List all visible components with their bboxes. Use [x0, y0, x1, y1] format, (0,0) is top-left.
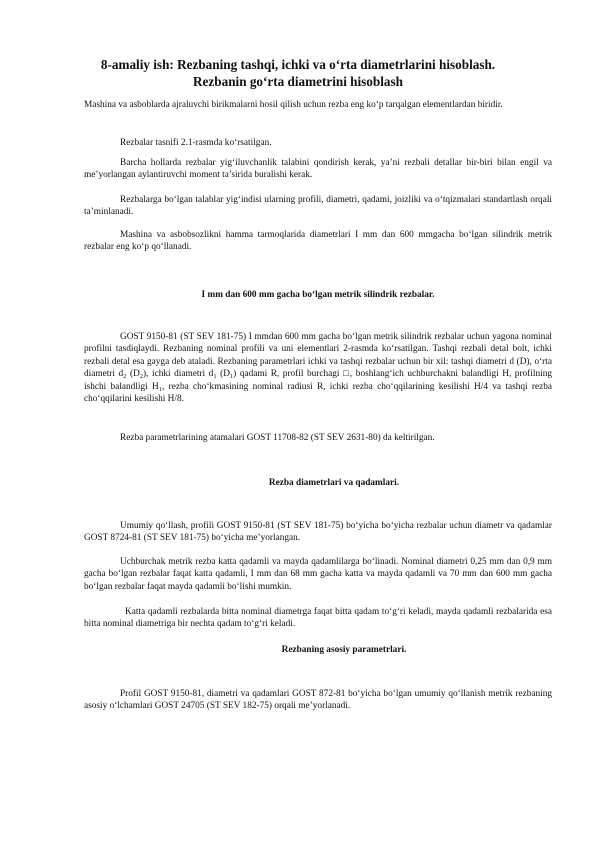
heading-metric-threads: I mm dan 600 mm gacha bo‘lgan metrik silindrik rezbalar. — [201, 290, 435, 300]
paragraph-requirements: Rezbalarga bo‘lgan talablar yig‘indisi ularning profili, diametri, qadami, joizliki va o‘tqizmalari standartlash orqali ta’minlanadi. — [84, 195, 552, 218]
paragraph-terms: Rezba parametrlarining atamalari GOST 11708-82 (ST SEV 2631-80) da keltirilgan. — [120, 433, 435, 443]
heading-diameters-pitches: Rezba diametrlari va qadamlari. — [268, 478, 400, 488]
paragraph-general-use: Umumiy qo‘llash, profili GOST 9150-81 (ST SEV 181-75) bo‘yicha bo‘yicha rezbalar uchun diametr va qadamlar GOST 8724-81 (ST SEV 181-75) bo‘yicha me’yorlangan. — [84, 521, 552, 544]
missing-glyph-icon: □ — [343, 369, 350, 380]
title-line-2: Rezbanin go‘rta diametrini hisoblash — [193, 74, 403, 89]
paragraph-assembly: Barcha hollarda rezbalar yig‘iluvchanlik talabini qondirish kerak, ya’ni rezbali detallar bir-biri bilan engil va me’yorlangan aylantiruvchi moment ta’sirida buralishi kerak. — [84, 158, 552, 181]
paragraph-usage: Mashina va asbobsozlikni hamma tarmoqlarida diametrlari I mm dan 600 mmgacha bo‘lgan silindrik metrik rezbalar eng ko‘p qo‘llanadi. — [84, 230, 552, 253]
title-line-1: 8-amaliy ish: Rezbaning tashqi, ichki va o‘rta diametrlarini hisoblash. — [100, 57, 496, 72]
paragraph-classification: Rezbalar tasnifi 2.1-rasmda ko‘rsatilgan. — [120, 138, 272, 148]
paragraph-intro: Mashina va asboblarda ajraluvchi birikmalarni hosil qilish uchun rezba eng ko‘p tarqalgan elementlardan biridir. — [84, 100, 503, 110]
paragraph-pitch-types: Uchburchak metrik rezba katta qadamli va mayda qadamlilarga bo‘linadi. Nominal diametri 0,25 mm dan 0,9 mm gacha bo‘lgan rezbalar faqat katta qadamli, I mm dan 68 mm gacha katta va mayda qadamli va 70 mm dan 600 mm gacha bo‘lgan rezbalar faqat mayda qadamli bo‘lishi mumkin. — [84, 557, 552, 592]
heading-basic-parameters: Rezbaning asosiy parametrlari. — [281, 645, 407, 655]
page-title — [80, 56, 516, 90]
paragraph-basic-dimensions: Profil GOST 9150-81, diametri va qadamlari GOST 872-81 bo‘yicha bo‘lgan umumiy qo‘llanish metrik rezbaning asosiy o‘lchamlari GOST 24705 (ST SEV 182-75) orqali me’yorlanadi. — [84, 689, 552, 712]
paragraph-pitch-per-diameter: Katta qadamli rezbalarda bitta nominal diametrga faqat bitta qadam to‘g‘ri keladi, mayda qadamli rezbalarida esa bitta nominal diametriga bir nechta qadam to‘g‘ri keladi. — [84, 607, 552, 630]
paragraph-gost-profile: GOST 9150-81 (ST SEV 181-75) I mmdan 600 mm gacha bo‘lgan metrik silindrik rezbalar uchun yagona nominal profilni tasdiqlaydi. Rezbaning nominal profili va uni elementlari 2-rasmda ko‘rsatilgan. Tashqi rezbali detal bolt, ichki rezbali detal esa gayga deb ataladi. Rezbaning parametrlari ichki va tashqi rezbalar uchun bir xil: tashqi diametri d (D), o‘rta diametri $d_2$ $(D_2)$, ichki diametri $d_1$ $(D_1)$ qadami R, profil burchagi □, boshlang‘ich uchburchakni balandligi H, profilning ishchi balandligi $H_1$, rezba cho‘kmasining nominal radiusi R, ichki rezba cho‘qqilarining kesilishi H/4 va tashqi rezba cho‘qqilarini kesilishi H/8. — [84, 332, 552, 405]
